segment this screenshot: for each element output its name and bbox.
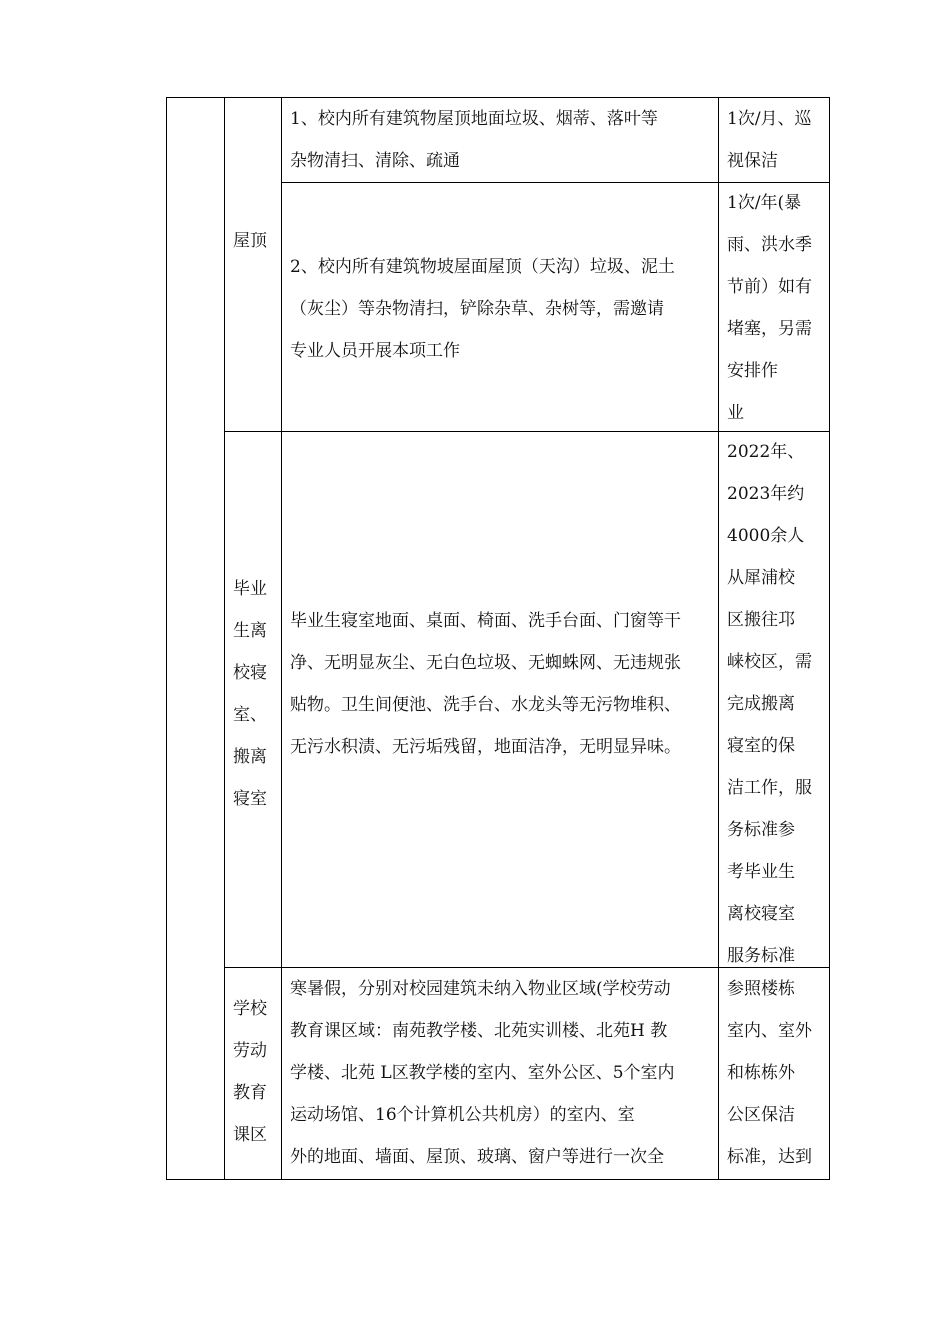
frequency-line: 考毕业生 (727, 862, 795, 882)
area-label: 屋顶 (233, 231, 267, 251)
frequency-line: 标准，达到 (727, 1147, 812, 1167)
frequency-line: 安排作 (727, 361, 778, 381)
area-label: 课区 (233, 1125, 267, 1145)
frequency-line: 崃校区，需 (727, 652, 812, 672)
content-line: 1、校内所有建筑物屋顶地面垃圾、烟蒂、落叶等 (290, 109, 658, 129)
area-label: 劳动 (233, 1041, 267, 1061)
frequency-cell-roof-2 (727, 182, 812, 434)
frequency-line: 区搬往邛 (727, 610, 795, 630)
area-label: 校寝 (233, 663, 267, 683)
content-line: 外的地面、墙面、屋顶、玻璃、窗户等进行一次全 (290, 1147, 664, 1167)
frequency-cell-roof-1 (727, 98, 812, 182)
content-cell-roof-2 (290, 246, 675, 372)
frequency-line: 2023年约 (727, 484, 805, 504)
content-line: 2、校内所有建筑物坡屋面屋顶（天沟）垃圾、泥土 (290, 257, 675, 277)
content-line: 贴物。卫生间便池、洗手台、水龙头等无污物堆积、 (290, 695, 681, 715)
area-label: 毕业 (233, 579, 267, 599)
area-cell-roof (233, 220, 267, 262)
frequency-line: 节前）如有 (727, 277, 812, 297)
column-divider (718, 98, 719, 1179)
frequency-cell-graduate-dorm (727, 431, 812, 977)
content-cell-roof-1 (290, 98, 658, 182)
frequency-line: 室内、室外 (727, 1021, 812, 1041)
frequency-line: 堵塞，另需 (727, 319, 812, 339)
content-line: 运动场馆、16个计算机公共机房）的室内、室 (290, 1105, 635, 1125)
area-cell-graduate-dorm (233, 568, 267, 820)
content-line: 专业人员开展本项工作 (290, 341, 460, 361)
frequency-line: 4000余人 (727, 526, 805, 546)
frequency-line: 视保洁 (727, 151, 778, 171)
content-line: 学楼、北苑 L区教学楼的室内、室外公区、5个室内 (290, 1063, 675, 1083)
content-cell-labor-education (290, 968, 675, 1178)
area-label: 寝室 (233, 789, 267, 809)
frequency-line: 业 (727, 403, 744, 423)
frequency-cell-labor-education (727, 968, 812, 1178)
content-line: （灰尘）等杂物清扫，铲除杂草、杂树等，需邀请 (290, 299, 664, 319)
frequency-line: 参照楼栋 (727, 979, 795, 999)
content-line: 毕业生寝室地面、桌面、椅面、洗手台面、门窗等干 (290, 611, 681, 631)
frequency-line: 洁工作，服 (727, 778, 812, 798)
frequency-line: 寝室的保 (727, 736, 795, 756)
area-label: 教育 (233, 1083, 267, 1103)
area-label: 搬离 (233, 747, 267, 767)
column-divider (281, 98, 282, 1179)
frequency-line: 从犀浦校 (727, 568, 795, 588)
service-standard-table (166, 97, 830, 1180)
content-line: 寒暑假，分别对校园建筑未纳入物业区域(学校劳动 (290, 979, 671, 999)
frequency-line: 完成搬离 (727, 694, 795, 714)
frequency-line: 离校寝室 (727, 904, 795, 924)
content-cell-graduate-dorm (290, 600, 681, 768)
content-line: 杂物清扫、清除、疏通 (290, 151, 460, 171)
area-cell-labor-education (233, 988, 267, 1156)
frequency-line: 务标准参 (727, 820, 795, 840)
area-label: 室、 (233, 705, 267, 725)
area-label: 学校 (233, 999, 267, 1019)
frequency-line: 1次/年(暴 (727, 193, 802, 213)
column-divider (224, 98, 225, 1179)
content-line: 无污水积渍、无污垢残留，地面洁净，无明显异味。 (290, 737, 681, 757)
content-line: 净、无明显灰尘、无白色垃圾、无蜘蛛网、无违规张 (290, 653, 681, 673)
frequency-line: 1次/月、巡 (727, 109, 812, 129)
frequency-line: 2022年、 (727, 442, 805, 462)
frequency-line: 雨、洪水季 (727, 235, 812, 255)
frequency-line: 服务标准 (727, 946, 795, 966)
frequency-line: 公区保洁 (727, 1105, 795, 1125)
frequency-line: 和栋栋外 (727, 1063, 795, 1083)
content-line: 教育课区域：南苑教学楼、北苑实训楼、北苑H 教 (290, 1021, 668, 1041)
area-label: 生离 (233, 621, 267, 641)
